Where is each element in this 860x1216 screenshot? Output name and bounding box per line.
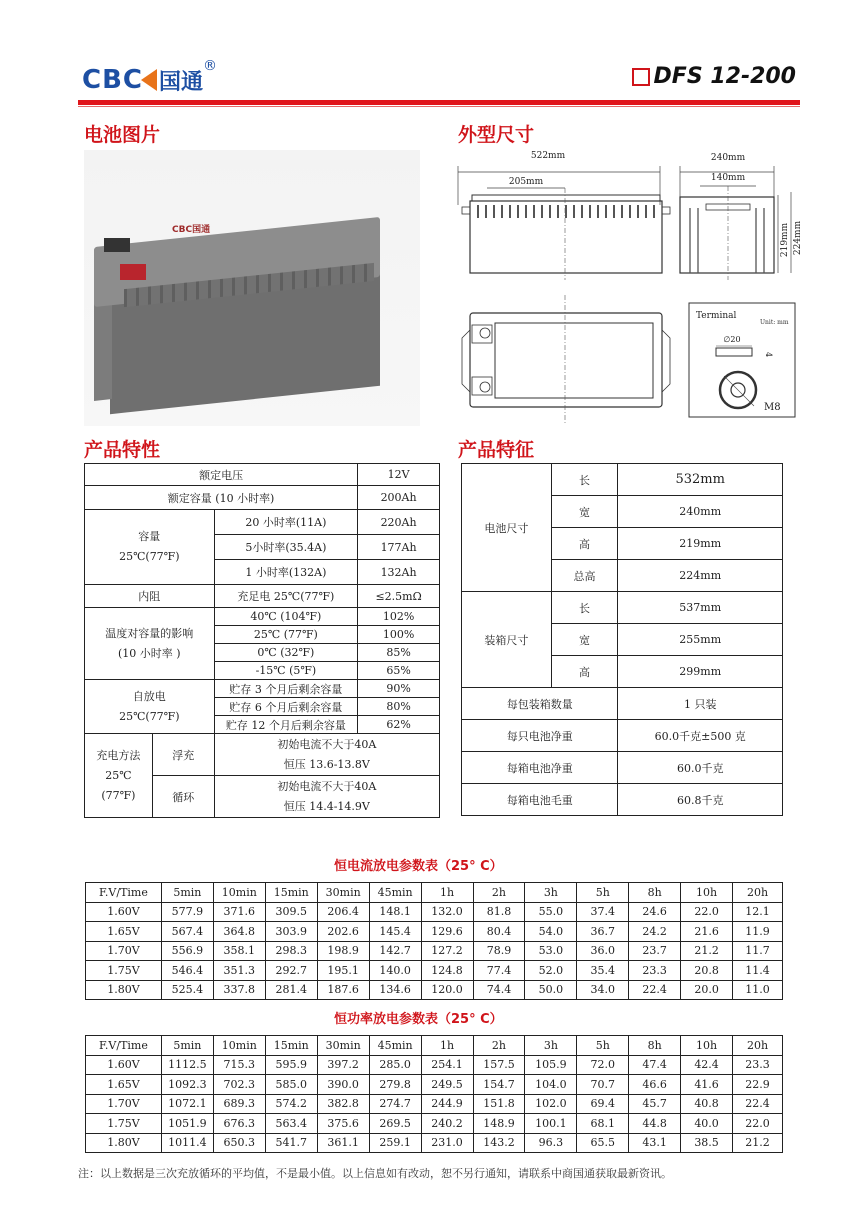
discharge-value-cell: 45.7	[629, 1094, 681, 1114]
discharge-value-cell: 127.2	[421, 941, 473, 961]
terminal-spacing-label: 205mm	[508, 177, 544, 187]
discharge-value-cell: 36.0	[577, 941, 629, 961]
discharge-value-cell: 65.5	[577, 1133, 629, 1153]
discharge-value-cell: 54.0	[525, 922, 577, 942]
discharge-value-cell: 187.6	[317, 980, 369, 1000]
terminal-title: Terminal	[696, 311, 737, 321]
power-table-title: 恒功率放电参数表（25° C）	[334, 1012, 503, 1027]
discharge-value-cell: 34.0	[577, 980, 629, 1000]
table-row	[85, 734, 440, 776]
discharge-value-cell: 20.8	[681, 961, 733, 981]
header-divider-thin	[78, 106, 800, 107]
column-header: 8h	[629, 1036, 681, 1056]
discharge-value-cell: 78.9	[473, 941, 525, 961]
battery-photo	[84, 150, 420, 426]
discharge-value-cell: 129.6	[421, 922, 473, 942]
temperature: 0℃ (32℉)	[214, 644, 358, 662]
photo-section-title: 电池图片	[84, 124, 161, 146]
capacity-condition: 25℃(77℉)	[119, 550, 180, 563]
charge-voltage: 恒压 13.6-13.8V	[283, 757, 370, 771]
column-header: 20h	[733, 1036, 783, 1056]
box-size-label: 装箱尺寸	[462, 592, 552, 688]
table-row	[86, 941, 783, 961]
capacity-value: 132Ah	[358, 560, 440, 585]
side-terminal-spacing-label: 140mm	[710, 173, 746, 183]
self-discharge-label-cell	[85, 680, 215, 734]
discharge-value-cell: 574.2	[265, 1094, 317, 1114]
discharge-value-cell: 24.6	[629, 902, 681, 922]
table-row	[85, 486, 440, 510]
discharge-value-cell: 650.3	[213, 1133, 265, 1153]
storage-value: 90%	[358, 680, 440, 698]
self-discharge-condition: 25℃(77℉)	[119, 709, 180, 723]
discharge-value-cell: 351.3	[213, 961, 265, 981]
charge-method-label-cell	[85, 734, 153, 818]
dimension-name: 高	[551, 528, 618, 560]
discharge-value-cell: 525.4	[161, 980, 213, 1000]
discharge-value-cell: 1092.3	[161, 1075, 213, 1095]
capacity-rate: 5小时率(35.4A)	[214, 535, 358, 560]
feature-value: 60.8千克	[618, 784, 783, 816]
bolt-size-label: M8	[764, 402, 781, 413]
charge-spec-cell	[214, 776, 439, 818]
discharge-value-cell: 50.0	[525, 980, 577, 1000]
discharge-value-cell: 70.7	[577, 1075, 629, 1095]
discharge-value-cell: 38.5	[681, 1133, 733, 1153]
discharge-value-cell: 279.8	[369, 1075, 421, 1095]
table-row	[86, 1133, 783, 1153]
column-header: 10h	[681, 883, 733, 903]
discharge-value-cell: 47.4	[629, 1055, 681, 1075]
discharge-value-cell: 23.7	[629, 941, 681, 961]
column-header: F.V/Time	[86, 883, 162, 903]
discharge-value-cell: 43.1	[629, 1133, 681, 1153]
temperature-value: 85%	[358, 644, 440, 662]
table-row	[85, 680, 440, 698]
height-label: 219mm	[780, 222, 790, 258]
discharge-value-cell: 21.2	[681, 941, 733, 961]
discharge-value-cell: 206.4	[317, 902, 369, 922]
dimension-name: 总高	[551, 560, 618, 592]
table-row	[86, 902, 783, 922]
discharge-value-cell: 80.4	[473, 922, 525, 942]
rated-capacity-value: 200Ah	[358, 486, 440, 510]
discharge-value-cell: 249.5	[421, 1075, 473, 1095]
dimension-name: 高	[551, 656, 618, 688]
discharge-value-cell: 231.0	[421, 1133, 473, 1153]
model-heading	[632, 64, 796, 89]
discharge-value-cell: 541.7	[265, 1133, 317, 1153]
discharge-value-cell: 195.1	[317, 961, 369, 981]
column-header: 15min	[265, 1036, 317, 1056]
discharge-value-cell: 140.0	[369, 961, 421, 981]
discharge-value-cell: 240.2	[421, 1114, 473, 1134]
discharge-value-cell: 72.0	[577, 1055, 629, 1075]
feature-label: 每箱电池净重	[462, 752, 618, 784]
discharge-value-cell: 577.9	[161, 902, 213, 922]
discharge-value-cell: 595.9	[265, 1055, 317, 1075]
column-header: 3h	[525, 1036, 577, 1056]
dimension-name: 长	[551, 592, 618, 624]
discharge-value-cell: 715.3	[213, 1055, 265, 1075]
capacity-value: 177Ah	[358, 535, 440, 560]
discharge-value-cell: 35.4	[577, 961, 629, 981]
column-header: 1h	[421, 1036, 473, 1056]
table-row	[86, 961, 783, 981]
charge-current: 初始电流不大于40A	[277, 779, 377, 793]
discharge-value-cell: 397.2	[317, 1055, 369, 1075]
positive-terminal	[120, 264, 146, 280]
discharge-value-cell: 202.6	[317, 922, 369, 942]
discharge-value-cell: 20.0	[681, 980, 733, 1000]
discharge-value-cell: 22.0	[681, 902, 733, 922]
discharge-value-cell: 23.3	[629, 961, 681, 981]
discharge-value-cell: 375.6	[317, 1114, 369, 1134]
total-height-label: 224mm	[793, 220, 803, 256]
discharge-value-cell: 55.0	[525, 902, 577, 922]
rated-voltage-label: 额定电压	[85, 464, 358, 486]
discharge-value-cell: 361.1	[317, 1133, 369, 1153]
discharge-value-cell: 132.0	[421, 902, 473, 922]
column-header: 2h	[473, 883, 525, 903]
discharge-value-cell: 36.7	[577, 922, 629, 942]
discharge-value-cell: 337.8	[213, 980, 265, 1000]
temperature: -15℃ (5℉)	[214, 662, 358, 680]
discharge-value-cell: 96.3	[525, 1133, 577, 1153]
discharge-value-cell: 1011.4	[161, 1133, 213, 1153]
constant-current-table	[85, 882, 783, 1000]
discharge-value-cell: 41.6	[681, 1075, 733, 1095]
discharge-value-cell: 364.8	[213, 922, 265, 942]
discharge-value-cell: 145.4	[369, 922, 421, 942]
discharge-value-cell: 148.9	[473, 1114, 525, 1134]
discharge-value-cell: 556.9	[161, 941, 213, 961]
discharge-value-cell: 143.2	[473, 1133, 525, 1153]
discharge-value-cell: 21.6	[681, 922, 733, 942]
discharge-value-cell: 292.7	[265, 961, 317, 981]
table-row	[462, 464, 783, 496]
discharge-value-cell: 77.4	[473, 961, 525, 981]
column-header: 5h	[577, 1036, 629, 1056]
registered-mark: ®	[203, 58, 217, 74]
column-header: 5h	[577, 883, 629, 903]
capacity-rate: 20 小时率(11A)	[214, 510, 358, 535]
discharge-value-cell: 69.4	[577, 1094, 629, 1114]
discharge-value-cell: 21.2	[733, 1133, 783, 1153]
final-voltage-cell: 1.60V	[86, 1055, 162, 1075]
temperature-value: 102%	[358, 608, 440, 626]
discharge-value-cell: 120.0	[421, 980, 473, 1000]
dimension-value: 224mm	[618, 560, 783, 592]
product-properties-table	[84, 463, 440, 818]
column-header: 10h	[681, 1036, 733, 1056]
final-voltage-cell: 1.65V	[86, 1075, 162, 1095]
properties-section-title: 产品特性	[84, 439, 161, 461]
charge-condition-c: 25℃	[105, 768, 132, 782]
discharge-value-cell: 382.8	[317, 1094, 369, 1114]
discharge-value-cell: 24.2	[629, 922, 681, 942]
discharge-value-cell: 12.1	[733, 902, 783, 922]
discharge-value-cell: 22.4	[629, 980, 681, 1000]
discharge-value-cell: 124.8	[421, 961, 473, 981]
column-header: 1h	[421, 883, 473, 903]
checkbox-square-icon	[632, 68, 650, 86]
discharge-value-cell: 309.5	[265, 902, 317, 922]
discharge-value-cell: 676.3	[213, 1114, 265, 1134]
discharge-value-cell: 142.7	[369, 941, 421, 961]
dimension-value: 219mm	[618, 528, 783, 560]
dimension-value: 537mm	[618, 592, 783, 624]
header-divider	[78, 100, 800, 105]
discharge-value-cell: 1112.5	[161, 1055, 213, 1075]
discharge-value-cell: 151.8	[473, 1094, 525, 1114]
rib-pattern	[478, 205, 654, 218]
dimension-name: 宽	[551, 496, 618, 528]
rated-voltage-value: 12V	[358, 464, 440, 486]
final-voltage-cell: 1.75V	[86, 1114, 162, 1134]
product-features-table	[461, 463, 783, 816]
charge-current: 初始电流不大于40A	[277, 737, 377, 751]
discharge-value-cell: 81.8	[473, 902, 525, 922]
column-header: F.V/Time	[86, 1036, 162, 1056]
dimension-value: 255mm	[618, 624, 783, 656]
discharge-value-cell: 22.0	[733, 1114, 783, 1134]
temperature-value: 65%	[358, 662, 440, 680]
charge-mode: 循环	[152, 776, 214, 818]
charge-spec-cell	[214, 734, 439, 776]
battery-size-label: 电池尺寸	[462, 464, 552, 592]
feature-value: 60.0千克	[618, 752, 783, 784]
terminal-diameter-label: ∅20	[723, 335, 741, 344]
final-voltage-cell: 1.65V	[86, 922, 162, 942]
negative-terminal	[104, 238, 130, 252]
storage-period: 贮存 6 个月后剩余容量	[214, 698, 358, 716]
discharge-value-cell: 22.4	[733, 1094, 783, 1114]
table-row	[462, 688, 783, 720]
top-view-drawing	[450, 290, 676, 430]
discharge-value-cell: 105.9	[525, 1055, 577, 1075]
discharge-value-cell: 274.7	[369, 1094, 421, 1114]
rated-capacity-label: 额定容量 (10 小时率)	[85, 486, 358, 510]
table-row	[86, 980, 783, 1000]
discharge-value-cell: 585.0	[265, 1075, 317, 1095]
logo-cn-text: 国通	[158, 69, 203, 95]
column-header: 2h	[473, 1036, 525, 1056]
logo-arrow-icon	[141, 69, 157, 91]
table-row	[85, 464, 440, 486]
discharge-value-cell: 371.6	[213, 902, 265, 922]
side-view-drawing	[676, 150, 806, 280]
discharge-value-cell: 546.4	[161, 961, 213, 981]
feature-label: 每包装箱数量	[462, 688, 618, 720]
column-header: 3h	[525, 883, 577, 903]
discharge-value-cell: 259.1	[369, 1133, 421, 1153]
resistance-label: 内阻	[85, 585, 215, 608]
temperature-label-cell	[85, 608, 215, 680]
discharge-value-cell: 244.9	[421, 1094, 473, 1114]
final-voltage-cell: 1.70V	[86, 941, 162, 961]
storage-value: 80%	[358, 698, 440, 716]
header-row	[86, 1036, 783, 1056]
final-voltage-cell: 1.70V	[86, 1094, 162, 1114]
discharge-value-cell: 154.7	[473, 1075, 525, 1095]
discharge-value-cell: 148.1	[369, 902, 421, 922]
temperature-value: 100%	[358, 626, 440, 644]
table-row	[85, 585, 440, 608]
column-header: 20h	[733, 883, 783, 903]
final-voltage-cell: 1.80V	[86, 1133, 162, 1153]
column-header: 30min	[317, 883, 369, 903]
feature-value: 1 只装	[618, 688, 783, 720]
discharge-value-cell: 102.0	[525, 1094, 577, 1114]
capacity-label-cell	[85, 510, 215, 585]
discharge-value-cell: 254.1	[421, 1055, 473, 1075]
charge-voltage: 恒压 14.4-14.9V	[283, 799, 370, 813]
terminal-positive-icon	[480, 382, 490, 392]
current-table-title: 恒电流放电参数表（25° C）	[334, 859, 503, 874]
features-section-title: 产品特征	[458, 439, 535, 461]
model-number: DFS 12-200	[653, 64, 796, 89]
final-voltage-cell: 1.60V	[86, 902, 162, 922]
discharge-value-cell: 563.4	[265, 1114, 317, 1134]
column-header: 15min	[265, 883, 317, 903]
column-header: 45min	[369, 883, 421, 903]
front-view-drawing	[450, 150, 680, 280]
terminal-detail-drawing	[688, 302, 796, 418]
table-row	[86, 1094, 783, 1114]
temperature-label: 温度对容量的影响	[105, 626, 194, 640]
discharge-value-cell: 23.3	[733, 1055, 783, 1075]
table-row	[86, 922, 783, 942]
battery-brand-label: CBC国通	[172, 225, 211, 235]
header-row	[86, 883, 783, 903]
footer-note: 注：以上数据是三次充放循环的平均值，不是最小值。以上信息如有改动，恕不另行通知，请联系中商国通获取最新资讯。	[78, 1167, 672, 1180]
charge-mode: 浮充	[152, 734, 214, 776]
terminal-height-label: 4	[764, 352, 773, 358]
resistance-value: ≤2.5mΩ	[358, 585, 440, 608]
capacity-value: 220Ah	[358, 510, 440, 535]
discharge-value-cell: 1051.9	[161, 1114, 213, 1134]
table-row	[462, 720, 783, 752]
final-voltage-cell: 1.80V	[86, 980, 162, 1000]
table-row	[86, 1075, 783, 1095]
discharge-value-cell: 157.5	[473, 1055, 525, 1075]
discharge-value-cell: 52.0	[525, 961, 577, 981]
discharge-value-cell: 1072.1	[161, 1094, 213, 1114]
discharge-value-cell: 22.9	[733, 1075, 783, 1095]
discharge-value-cell: 702.3	[213, 1075, 265, 1095]
resistance-condition: 充足电 25℃(77℉)	[214, 585, 358, 608]
discharge-value-cell: 269.5	[369, 1114, 421, 1134]
table-row	[462, 752, 783, 784]
discharge-value-cell: 198.9	[317, 941, 369, 961]
brand-logo	[82, 58, 217, 98]
table-row	[462, 592, 783, 624]
dimension-value: 240mm	[618, 496, 783, 528]
column-header: 45min	[369, 1036, 421, 1056]
discharge-value-cell: 134.6	[369, 980, 421, 1000]
discharge-value-cell: 74.4	[473, 980, 525, 1000]
discharge-value-cell: 390.0	[317, 1075, 369, 1095]
capacity-label: 容量	[138, 530, 161, 543]
charge-method-label: 充电方法	[96, 748, 141, 762]
discharge-value-cell: 285.0	[369, 1055, 421, 1075]
discharge-value-cell: 303.9	[265, 922, 317, 942]
temperature: 25℃ (77℉)	[214, 626, 358, 644]
discharge-value-cell: 40.0	[681, 1114, 733, 1134]
column-header: 10min	[213, 1036, 265, 1056]
dimension-name: 宽	[551, 624, 618, 656]
table-row	[85, 510, 440, 535]
column-header: 5min	[161, 883, 213, 903]
logo-text: CBC	[82, 65, 143, 95]
table-row	[86, 1114, 783, 1134]
table-row	[462, 784, 783, 816]
discharge-value-cell: 100.1	[525, 1114, 577, 1134]
discharge-value-cell: 53.0	[525, 941, 577, 961]
discharge-value-cell: 46.6	[629, 1075, 681, 1095]
column-header: 30min	[317, 1036, 369, 1056]
feature-label: 每箱电池毛重	[462, 784, 618, 816]
discharge-value-cell: 689.3	[213, 1094, 265, 1114]
discharge-value-cell: 42.4	[681, 1055, 733, 1075]
dimension-name: 长	[551, 464, 618, 496]
front-width-label: 522mm	[530, 151, 566, 161]
side-width-label: 240mm	[710, 153, 746, 163]
unit-label: Unit: mm	[760, 319, 789, 326]
constant-power-table	[85, 1035, 783, 1153]
discharge-value-cell: 11.9	[733, 922, 783, 942]
feature-value: 60.0千克±500 克	[618, 720, 783, 752]
final-voltage-cell: 1.75V	[86, 961, 162, 981]
feature-label: 每只电池净重	[462, 720, 618, 752]
dimensions-section-title: 外型尺寸	[458, 124, 535, 146]
charge-condition-f: (77℉)	[101, 788, 136, 802]
discharge-value-cell: 40.8	[681, 1094, 733, 1114]
table-row	[86, 1055, 783, 1075]
discharge-value-cell: 281.4	[265, 980, 317, 1000]
discharge-value-cell: 11.7	[733, 941, 783, 961]
column-header: 5min	[161, 1036, 213, 1056]
discharge-value-cell: 11.4	[733, 961, 783, 981]
storage-value: 62%	[358, 716, 440, 734]
self-discharge-label: 自放电	[132, 689, 166, 703]
discharge-value-cell: 567.4	[161, 922, 213, 942]
discharge-value-cell: 37.4	[577, 902, 629, 922]
discharge-value-cell: 44.8	[629, 1114, 681, 1134]
storage-period: 贮存 12 个月后剩余容量	[214, 716, 358, 734]
discharge-value-cell: 358.1	[213, 941, 265, 961]
discharge-value-cell: 104.0	[525, 1075, 577, 1095]
temperature: 40℃ (104℉)	[214, 608, 358, 626]
column-header: 8h	[629, 883, 681, 903]
storage-period: 贮存 3 个月后剩余容量	[214, 680, 358, 698]
discharge-value-cell: 11.0	[733, 980, 783, 1000]
column-header: 10min	[213, 883, 265, 903]
capacity-rate: 1 小时率(132A)	[214, 560, 358, 585]
temperature-condition: (10 小时率 )	[118, 646, 181, 660]
discharge-value-cell: 68.1	[577, 1114, 629, 1134]
terminal-negative-icon	[480, 328, 490, 338]
discharge-value-cell: 298.3	[265, 941, 317, 961]
dimension-value: 299mm	[618, 656, 783, 688]
table-row	[85, 608, 440, 626]
dimension-value: 532mm	[618, 464, 783, 496]
